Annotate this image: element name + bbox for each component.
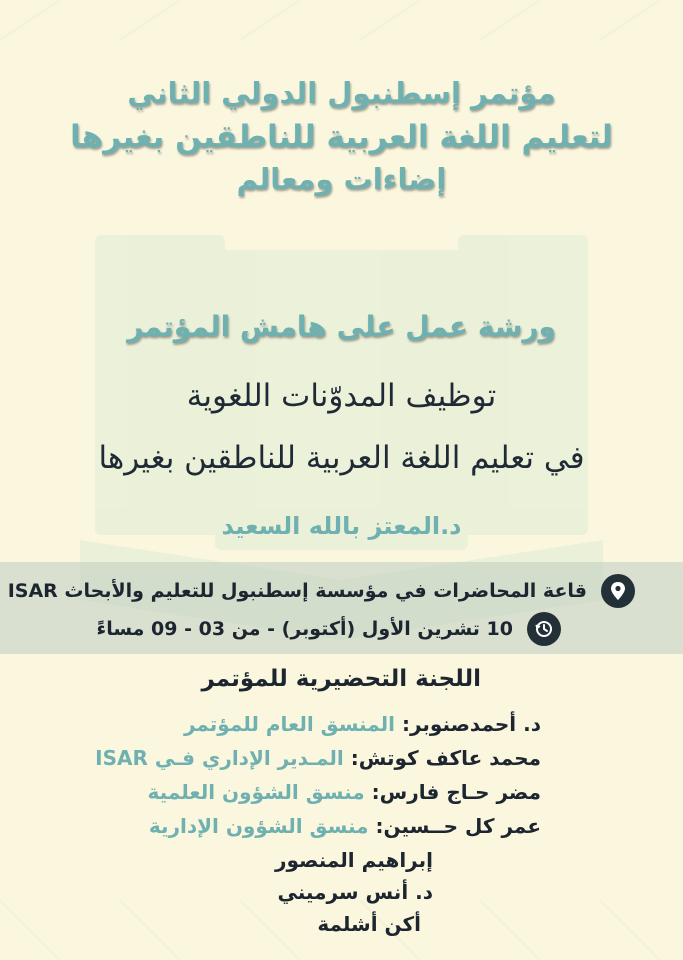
member-role: منسق الشؤون الإدارية (148, 814, 376, 838)
committee-member (275, 848, 433, 872)
member-name: د. أحمدصنوبر: (401, 712, 541, 736)
workshop-topic-line1: توظيف المدوّنات اللغوية (186, 378, 497, 414)
member-name: إبراهيم المنصور (274, 848, 433, 872)
time-text: 10 تشرين الأول (أكتوبر) - من 03 - 09 مساءً (96, 618, 513, 640)
workshop-label: ورشة عمل على هامش المؤتمر (127, 310, 556, 343)
committee-member (148, 780, 541, 804)
conference-title-line2: لتعليم اللغة العربية للناطقين بغيرها (70, 118, 613, 155)
conference-heading (0, 78, 683, 196)
workshop-speaker: د.المعتز بالله السعيد (221, 512, 462, 540)
member-role: المـدير الإداري فـي ISAR (95, 746, 351, 770)
location-row (8, 574, 635, 608)
location-text: قاعة المحاضرات في مؤسسة إسطنبول للتعليم والأبحاث ISAR (7, 580, 587, 602)
committee-member (95, 746, 541, 770)
member-name: مضر حـاج فارس: (371, 780, 541, 804)
committee-member (149, 814, 541, 838)
committee-member (184, 712, 541, 736)
committee-member (317, 912, 421, 936)
member-role: المنسق العام للمؤتمر (183, 712, 402, 736)
time-row (96, 612, 561, 646)
conference-subtitle: إضاءات ومعالم (236, 161, 447, 196)
committee-member (278, 880, 433, 904)
member-name: أكن أشلمة (317, 912, 421, 936)
conference-title-line1: مؤتمر إسطنبول الدولي الثاني (127, 76, 556, 110)
member-role: منسق الشؤون العلمية (147, 780, 372, 804)
workshop-topic-line2: في تعليم اللغة العربية للناطقين بغيرها (98, 440, 585, 476)
member-name: د. أنس سرميني (277, 880, 433, 904)
clock-history-icon (527, 612, 561, 646)
member-name: عمر كل حــسين: (375, 814, 541, 838)
member-name: محمد عاكف كوتش: (350, 746, 541, 770)
committee-title: اللجنة التحضيرية للمؤتمر (201, 666, 481, 692)
map-pin-icon (601, 574, 635, 608)
